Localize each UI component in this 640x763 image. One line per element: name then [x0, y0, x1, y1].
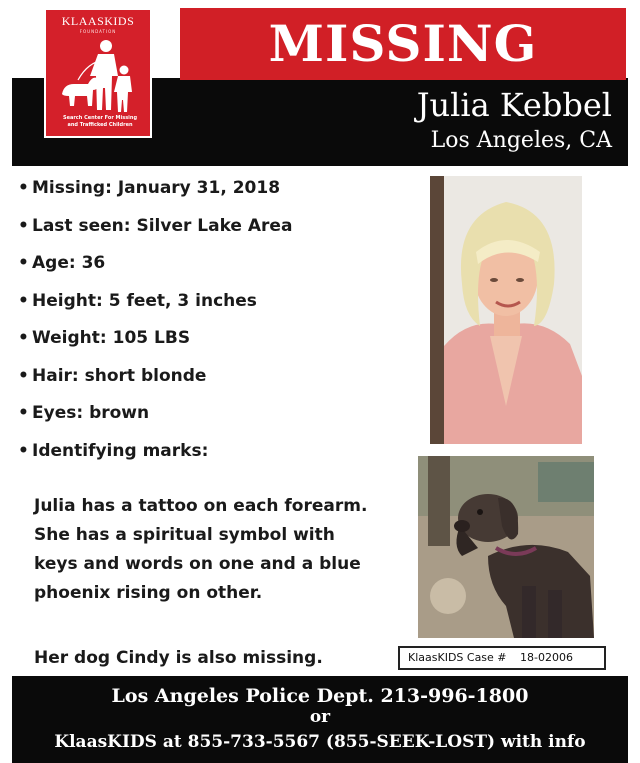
dog-note: Her dog Cindy is also missing. [34, 648, 323, 668]
missing-banner [180, 8, 626, 80]
bullet-icon: • [18, 178, 29, 198]
logo-tagline [52, 115, 148, 129]
footer-klaaskids-line: KlaasKIDS at 855-733-5567 (855-SEEK-LOST) with info [54, 732, 586, 752]
bullet-icon: • [18, 253, 29, 273]
identifying-marks-description: Julia has a tattoo on each forearm. She has a spiritual symbol with keys and words on one and a blue phoenix rising on other. [34, 496, 368, 603]
klaaskids-logo [44, 8, 152, 138]
bullet-icon: • [18, 328, 29, 348]
fact-item [18, 289, 292, 327]
fact-label: Age: [32, 253, 76, 273]
banner-title: MISSING [268, 14, 538, 73]
family-silhouette-icon [60, 38, 140, 114]
person-name: Julia Kebbel [416, 86, 612, 124]
footer-police-line: Los Angeles Police Dept. 213-996-1800 [111, 685, 529, 707]
bullet-icon: • [18, 440, 29, 461]
bullet-icon: • [18, 365, 29, 386]
footer-or: or [309, 707, 331, 727]
case-label: KlaasKIDS Case # [408, 651, 507, 664]
person-photo [430, 176, 582, 444]
fact-item [18, 326, 292, 364]
fact-value: 105 LBS [112, 328, 191, 348]
fact-value: January 31, 2018 [117, 178, 281, 198]
fact-value: 36 [81, 253, 106, 273]
facts-list [18, 176, 292, 476]
bullet-icon: • [18, 290, 29, 311]
logo-subtitle: FOUNDATION [79, 29, 117, 34]
fact-value: 5 feet, 3 inches [108, 290, 257, 311]
bullet-icon: • [18, 403, 29, 423]
fact-item [18, 401, 292, 439]
dog-image [418, 456, 594, 638]
fact-value: brown [89, 403, 150, 423]
fact-label: Last seen: [32, 215, 131, 236]
logo-name: KLAASKIDS [61, 14, 135, 28]
case-number-box [398, 646, 606, 670]
missing-poster [10, 0, 630, 763]
fact-item [18, 214, 292, 252]
bullet-icon: • [18, 215, 29, 236]
person-location: Los Angeles, CA [430, 128, 612, 153]
fact-item [18, 364, 292, 402]
fact-item [18, 176, 292, 214]
fact-value: Silver Lake Area [136, 215, 293, 236]
fact-value: short blonde [84, 365, 207, 386]
fact-label: Missing: [32, 178, 112, 198]
fact-label: Eyes: [32, 403, 84, 423]
fact-label: Hair: [32, 365, 79, 386]
fact-label: Identifying marks: [32, 440, 209, 461]
contact-footer [12, 676, 628, 763]
fact-item [18, 439, 292, 477]
logo-tagline-line2: and Trafficked Children [67, 122, 133, 128]
fact-label: Height: [32, 290, 103, 311]
case-number: 18-02006 [520, 651, 573, 664]
fact-label: Weight: [32, 328, 107, 348]
dog-photo [418, 456, 594, 638]
logo-tagline-line1: Search Center For Missing [62, 115, 138, 121]
fact-item [18, 251, 292, 289]
person-portrait-image [430, 176, 582, 444]
